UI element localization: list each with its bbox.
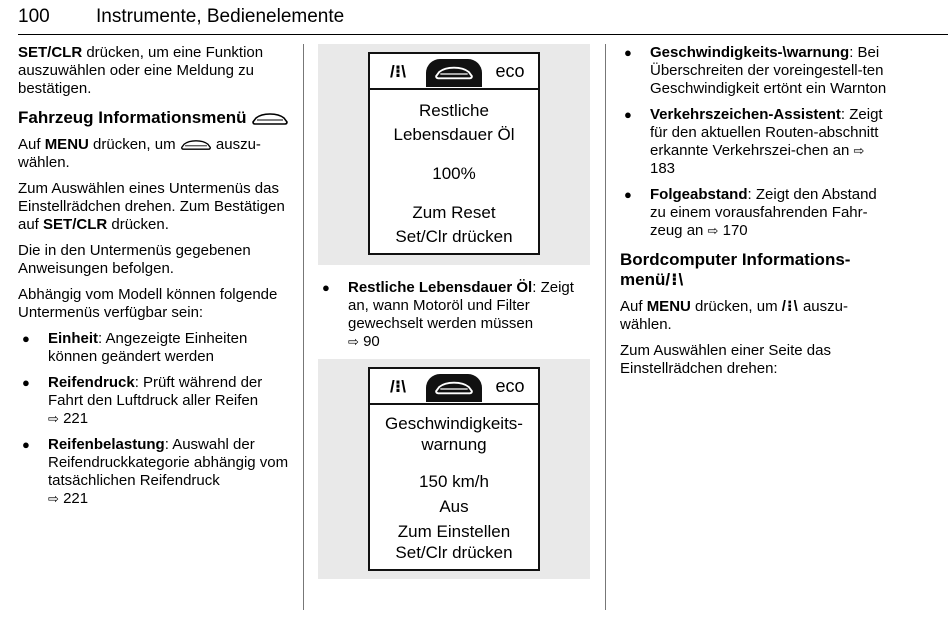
- set-clr-key: SET/CLR: [18, 44, 83, 61]
- trip-computer-icon: /⁝\: [665, 270, 685, 289]
- car-icon: [180, 139, 212, 151]
- eco-tab: eco: [495, 60, 525, 81]
- intro-paragraph: SET/CLR drücken, um eine Funktion auszuwählen oder eine Meldung zu bestätigen.: [18, 44, 264, 97]
- menu-paragraph: Auf MENU drücken, um auszu-wählen.: [18, 136, 261, 171]
- trip-computer-icon: /⁝\: [781, 298, 799, 315]
- page-number: 100: [18, 6, 50, 27]
- page-ref-arrow-icon: ⇨: [48, 411, 59, 426]
- page-reference: 183: [650, 160, 676, 177]
- list-item: ● Verkehrszeichen-Assistent: Zeigt für den aktuellen Routen-abschnitt erkannte Verkehrszei-chen an ⇨ 183: [624, 106, 883, 177]
- trip-computer-icon: /⁝\: [390, 61, 406, 81]
- bullet-icon: ●: [322, 280, 330, 295]
- page-select-paragraph: Zum Auswählen einer Seite das Einstellrädchen drehen:: [620, 342, 831, 377]
- list-item: ● Reifendruck: Prüft während der Fahrt den Luftdruck aller Reifen ⇨ 221: [22, 374, 263, 427]
- page-reference: 170: [722, 222, 748, 239]
- column-divider: [605, 44, 606, 610]
- info-display: [368, 367, 540, 571]
- display-body: Geschwindigkeits- warnung 150 km/h Aus Zum Einstellen Set/Clr drücken: [385, 414, 523, 562]
- menu-paragraph: Auf MENU drücken, um /⁝\ auszu-wählen.: [620, 298, 848, 333]
- instructions-paragraph: Die in den Untermenüs gegebenen Anweisungen befolgen.: [18, 242, 251, 277]
- page-ref-arrow-icon: ⇨: [853, 143, 865, 158]
- page-reference: 221: [63, 410, 89, 427]
- display-illustration-speed-warning: [318, 359, 590, 579]
- submenus-paragraph: Abhängig vom Modell können folgende Untermenüs verfügbar sein:: [18, 286, 278, 321]
- trip-computer-icon: /⁝\: [390, 376, 406, 396]
- display-body: Restliche Lebensdauer Öl 100% Zum Reset Set/Clr drücken: [393, 101, 515, 246]
- column-1: [18, 44, 290, 516]
- display-tabs: [370, 54, 538, 90]
- page-ref-arrow-icon: ⇨: [348, 334, 359, 349]
- car-icon: [251, 112, 289, 126]
- trip-computer-menu-heading: Bordcomputer Informations-menü/⁝\: [620, 250, 851, 289]
- bullet-icon: ●: [624, 187, 632, 202]
- bullet-icon: ●: [22, 437, 30, 452]
- menu-key: MENU: [44, 136, 89, 153]
- list-item: ● Restliche Lebensdauer Öl: Zeigt an, wann Motoröl und Filter gewechselt werden müssen ⇨ 90: [322, 279, 574, 350]
- column-divider: [303, 44, 304, 610]
- vehicle-info-menu-heading: Fahrzeug Informationsmenü: [18, 108, 290, 128]
- list-item: ● Einheit: Angezeigte Einheiten können geändert werden: [22, 330, 248, 365]
- page-reference: 221: [63, 490, 89, 507]
- list-item: ● Reifenbelastung: Auswahl der Reifendruckkategorie abhängig vom tatsächlichen Reifendruck ⇨ 221: [22, 436, 289, 507]
- page-reference: 90: [363, 333, 380, 350]
- page-header: [18, 6, 948, 35]
- list-item: ● Geschwindigkeits-\warnung: Bei Überschreiten der voreingestell-ten Geschwindigkeit ertönt ein Warnton: [624, 44, 887, 97]
- bullet-icon: ●: [624, 107, 632, 122]
- display-illustration-oil-life: [318, 44, 590, 265]
- menu-key: MENU: [646, 298, 691, 315]
- section-title: Instrumente, Bedienelemente: [96, 6, 345, 27]
- submenu-paragraph: Zum Auswählen eines Untermenüs das Einstellrädchen drehen. Zum Bestätigen auf SET/CLR drücken.: [18, 180, 285, 233]
- bullet-icon: ●: [22, 331, 30, 346]
- bullet-icon: ●: [624, 45, 632, 60]
- column-2: [318, 44, 590, 589]
- page-ref-arrow-icon: ⇨: [707, 223, 719, 238]
- eco-tab: eco: [495, 375, 525, 396]
- vehicle-tab-car-icon: [426, 374, 482, 402]
- set-clr-key: SET/CLR: [43, 216, 108, 233]
- bullet-icon: ●: [22, 375, 30, 390]
- display-tabs: [370, 369, 538, 405]
- info-display: [368, 52, 540, 255]
- vehicle-tab-car-icon: [426, 59, 482, 87]
- column-3: [620, 44, 890, 386]
- list-item: ● Folgeabstand: Zeigt den Abstand zu einem vorausfahrenden Fahr-zeug an ⇨ 170: [624, 186, 877, 239]
- page-ref-arrow-icon: ⇨: [48, 491, 59, 506]
